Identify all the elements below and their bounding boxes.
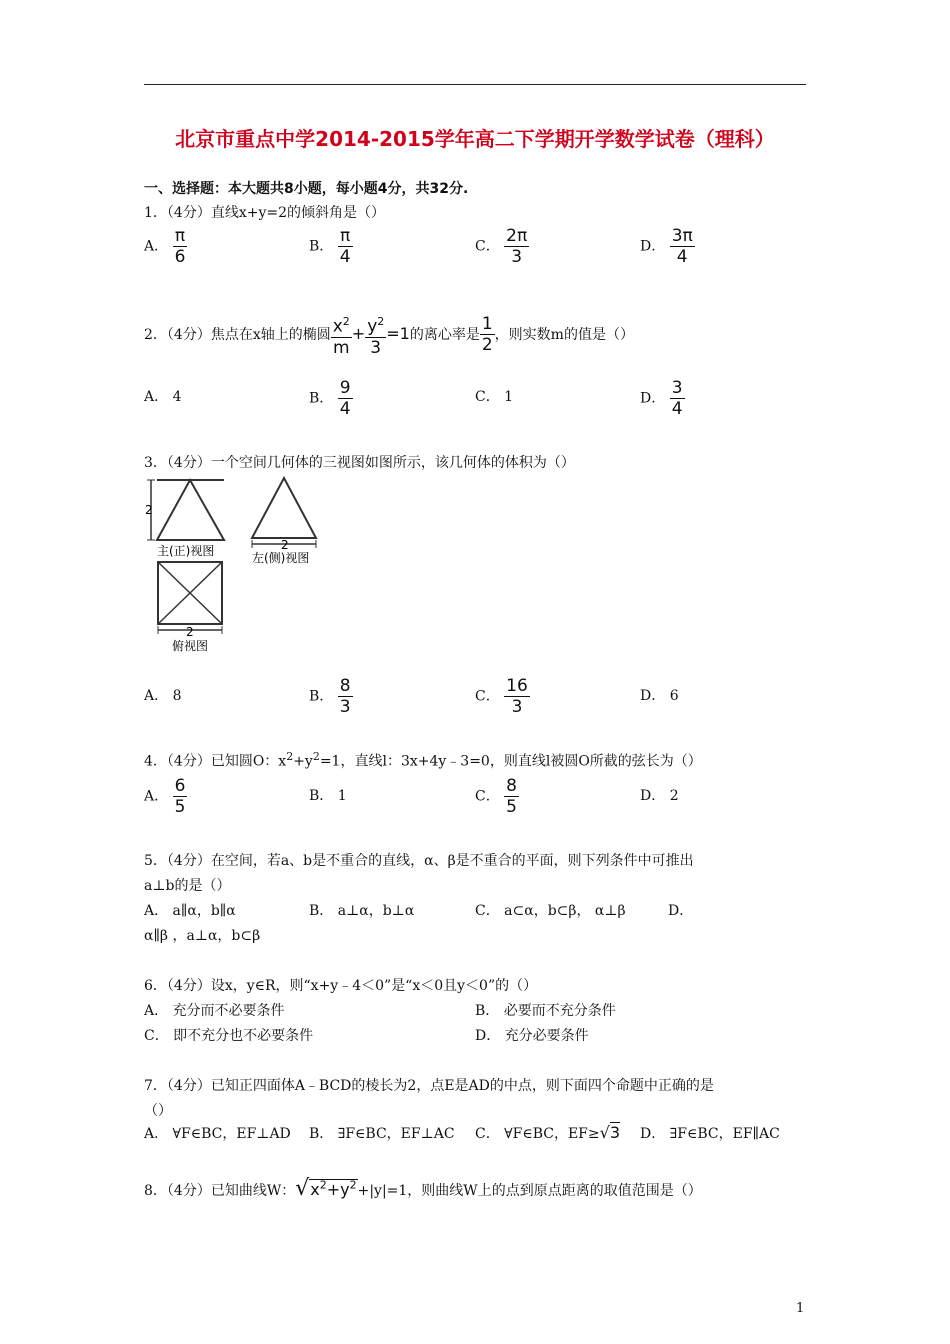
option-label: C． (475, 238, 500, 255)
q2-option-b[interactable] (309, 378, 353, 419)
fraction (670, 378, 685, 419)
fraction (338, 378, 353, 419)
sqrt-sign: √ (295, 1176, 310, 1201)
denominator: m (332, 337, 350, 358)
numerator: 8 (339, 676, 351, 696)
denominator: 4 (339, 399, 351, 419)
option-label: C． (475, 788, 500, 805)
option-label: A． (144, 389, 169, 405)
numerator: 1 (481, 314, 493, 335)
q3-option-b[interactable] (309, 676, 353, 717)
fraction (338, 676, 353, 717)
q3-option-d[interactable] (640, 685, 679, 705)
exponent: 2 (319, 1178, 327, 1192)
q1-option-d[interactable] (640, 226, 695, 267)
radicand-x: x (310, 1180, 320, 1199)
fraction-eccentricity (480, 314, 495, 355)
question-5-stem-line1: 5．（4分）在空间，若a、b是不重合的直线，α、β是不重合的平面，则下列条件中可推出 (144, 853, 694, 869)
question-6-stem: 6．（4分）设x，y∈R，则“x+y﹣4＜0”是“x＜0且y＜0”的（） (144, 978, 538, 994)
exponent: 2 (377, 315, 385, 328)
option-label: B． (309, 390, 334, 407)
denominator: 3 (511, 247, 523, 267)
fraction-x2-m (331, 312, 352, 358)
header-rule (144, 84, 806, 85)
question-2-stem (144, 312, 634, 358)
numerator: π (173, 226, 188, 247)
q6-option-a[interactable]: A． 充分而不必要条件 (144, 1003, 285, 1019)
q2-option-a[interactable] (144, 386, 182, 406)
question-7-stem-line1: 7．（4分）已知正四面体A﹣BCD的棱长为2，点E是AD的中点，则下面四个命题中正确的是 (144, 1078, 714, 1094)
option-label: C． (475, 389, 500, 405)
page-title: 北京市重点中学2014-2015学年高二下学期开学数学试卷（理科） (175, 127, 775, 151)
q1-option-a[interactable] (144, 226, 187, 267)
q6-option-d[interactable]: D． 充分必要条件 (475, 1028, 589, 1044)
fraction (173, 776, 188, 817)
q7-option-d[interactable]: D． ∃F∈BC，EF∥AC (640, 1126, 780, 1142)
numerator: 9 (339, 378, 351, 398)
option-label: C． (475, 688, 500, 705)
q6-option-b[interactable]: B． 必要而不充分条件 (475, 1003, 616, 1019)
fraction-y2-3 (365, 312, 386, 358)
three-view-figure (140, 470, 330, 660)
exponent: 2 (312, 750, 320, 763)
q6-option-c[interactable]: C． 即不充分也不必要条件 (144, 1028, 314, 1044)
numerator: 8 (506, 776, 517, 796)
denominator: 4 (671, 399, 683, 419)
dim-side-label: 2 (281, 538, 289, 552)
option-label: A． (144, 238, 169, 255)
numerator: 2π (506, 226, 528, 246)
stem-text: +y (293, 753, 313, 770)
exponent: 2 (349, 1178, 357, 1192)
top-view-label: 俯视图 (172, 639, 209, 653)
denominator: 4 (339, 247, 351, 267)
denominator: 3 (511, 697, 523, 717)
numerator: 3π (671, 226, 693, 246)
numerator: x (332, 316, 343, 337)
option-value: 4 (172, 389, 182, 405)
option-label: B． (309, 238, 334, 255)
q4-option-b[interactable] (309, 785, 347, 805)
fraction (504, 676, 530, 717)
fraction (173, 226, 188, 267)
q5-option-a[interactable]: A． a∥α，b∥α (144, 903, 236, 919)
denominator: 2 (481, 335, 493, 356)
option-value: 8 (172, 688, 182, 704)
equals-one: =1 (386, 323, 410, 343)
question-7-stem-line2: （） (144, 1103, 172, 1119)
question-3-stem: 3．（4分）一个空间几何体的三视图如图所示，该几何体的体积为（） (144, 455, 575, 471)
q3-option-c[interactable] (475, 676, 530, 717)
numerator: π (338, 226, 353, 247)
dim-top-label: 2 (186, 625, 194, 639)
q4-option-a[interactable] (144, 776, 187, 817)
option-label: A． (144, 688, 169, 704)
plus-sign: + (351, 323, 366, 343)
q5-option-c[interactable]: C． a⊂α，b⊂β， α⊥β (475, 903, 626, 919)
q7-option-c[interactable] (475, 1123, 620, 1143)
option-value: 1 (504, 389, 514, 405)
question-8-stem (144, 1176, 702, 1201)
stem-text: +|y|=1，则曲线W上的点到原点距离的取值范围是（） (357, 1183, 702, 1199)
fraction (504, 226, 529, 267)
q7-option-b[interactable]: B． ∃F∈BC，EF⊥AC (309, 1126, 455, 1142)
numerator: 3 (671, 378, 683, 398)
stem-text: 2．（4分）焦点在x轴上的椭圆 (144, 326, 331, 343)
radicand (309, 1179, 357, 1199)
stem-text: 8．（4分）已知曲线W： (144, 1183, 296, 1199)
option-text: C． ∀F∈BC，EF≥ (475, 1126, 600, 1142)
option-label: D． (640, 238, 666, 255)
question-4-stem (144, 750, 702, 771)
option-value: 2 (669, 788, 679, 804)
radicand: 3 (609, 1123, 621, 1142)
q7-option-a[interactable]: A． ∀F∈BC，EF⊥AD (144, 1126, 291, 1142)
option-value: 1 (337, 788, 347, 804)
sqrt-sign: √ (599, 1123, 610, 1142)
exponent: 2 (286, 750, 294, 763)
fraction (338, 226, 353, 267)
fraction (670, 226, 695, 267)
question-5-stem-line2: a⊥b的是（） (144, 878, 231, 894)
numerator: y (367, 316, 378, 337)
stem-text: 的离心率是 (409, 326, 480, 343)
denominator: 3 (339, 697, 351, 717)
denominator: 4 (676, 247, 688, 267)
q1-option-b[interactable] (309, 226, 353, 267)
front-view-label: 主(正)视图 (157, 544, 215, 558)
exponent: 2 (342, 315, 350, 328)
q4-option-c[interactable] (475, 776, 519, 817)
option-label: D． (640, 788, 666, 804)
dim-height-label: 2 (145, 503, 153, 517)
top-view (158, 562, 222, 634)
front-view (147, 480, 224, 540)
q5-option-d-label[interactable]: D． (668, 903, 694, 919)
denominator: 5 (506, 797, 517, 817)
numerator: 16 (506, 676, 528, 696)
denominator: 3 (370, 337, 382, 358)
q1-option-c[interactable] (475, 226, 529, 267)
q2-option-d[interactable] (640, 378, 685, 419)
q4-option-d[interactable] (640, 785, 679, 805)
q3-option-a[interactable] (144, 685, 182, 705)
option-label: D． (640, 688, 666, 704)
q2-option-c[interactable] (475, 386, 513, 406)
stem-text: ，则实数m的值是（） (494, 326, 634, 343)
option-label: A． (144, 788, 169, 805)
fraction (504, 776, 519, 817)
denominator: 5 (174, 797, 186, 817)
radicand-y: +y (326, 1180, 350, 1199)
option-label: D． (640, 390, 666, 407)
stem-text: =1，直线l：3x+4y﹣3=0，则直线l被圆O所截的弦长为（） (319, 753, 702, 770)
option-value: 6 (669, 688, 679, 704)
page-number: 1 (796, 1301, 805, 1316)
section-heading: 一、选择题：本大题共8小题，每小题4分，共32分. (144, 181, 469, 197)
question-1-stem: 1．（4分）直线x+y=2的倾斜角是（） (144, 205, 385, 221)
stem-text: 4．（4分）已知圆O：x (144, 753, 287, 770)
q5-option-d-text[interactable]: α∥β ，a⊥α，b⊂β (144, 928, 261, 944)
option-label: B． (309, 788, 334, 804)
numerator: 6 (174, 776, 186, 796)
q5-option-b[interactable]: B． a⊥α，b⊥α (309, 903, 415, 919)
side-view-label: 左(侧)视图 (252, 551, 310, 565)
denominator: 6 (174, 247, 186, 267)
option-label: B． (309, 688, 334, 705)
